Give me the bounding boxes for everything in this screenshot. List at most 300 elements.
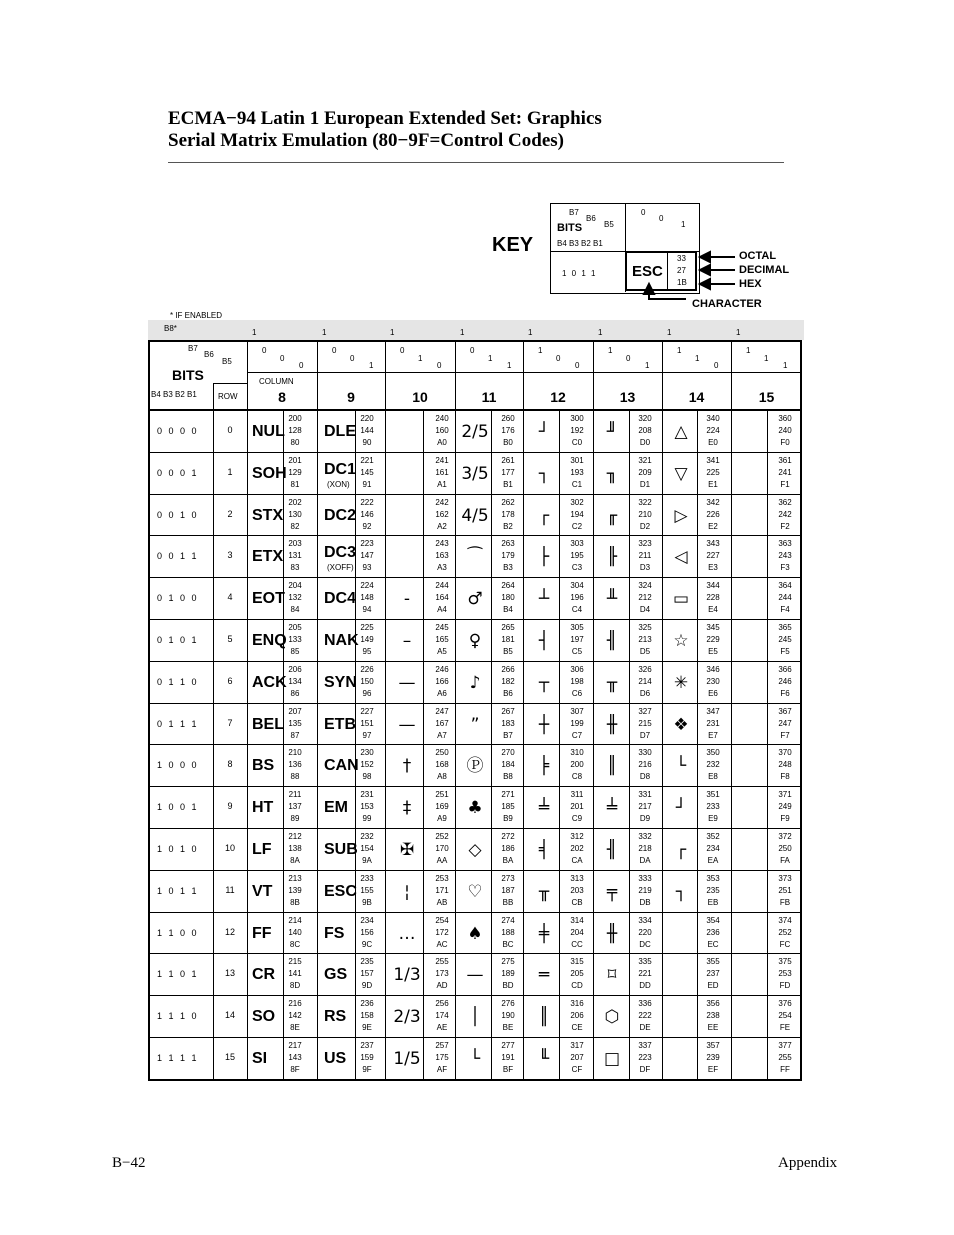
code-values (774, 413, 796, 449)
column-number: 9 (347, 389, 355, 405)
octal-code: 341 (706, 456, 720, 465)
key-box (550, 203, 700, 294)
hex-code: 91 (362, 480, 372, 489)
decimal-code: 220 (638, 928, 652, 937)
decimal-code: 194 (570, 510, 584, 519)
character-glyph: ╫ (606, 924, 618, 944)
character-glyph: — (466, 965, 484, 985)
code-values (566, 580, 588, 616)
decimal-code: 227 (706, 551, 720, 560)
decimal-code: 131 (288, 551, 302, 560)
column-bit-b5: 1 (369, 361, 374, 370)
octal-code: 214 (288, 916, 302, 925)
code-values (431, 497, 453, 533)
key-top-bit-b6: 0 (659, 214, 664, 223)
hex-code: E4 (708, 605, 718, 614)
octal-code: 315 (570, 957, 584, 966)
hex-code: FC (779, 940, 791, 949)
column-bit-b6: 1 (695, 354, 700, 363)
b8-value: 1 (528, 328, 533, 337)
code-values (497, 622, 519, 658)
hex-code: 8B (290, 898, 300, 907)
decimal-code: 217 (638, 802, 652, 811)
control-name: EM (324, 799, 348, 816)
code-values (431, 789, 453, 825)
code-values (497, 580, 519, 616)
character-glyph: ╫ (606, 715, 618, 735)
decimal-code: 157 (360, 969, 374, 978)
hex-code: 95 (362, 647, 372, 656)
decimal-code: 146 (360, 510, 374, 519)
hex-code: C7 (571, 731, 583, 740)
hex-code: A4 (437, 605, 447, 614)
octal-code: 267 (501, 707, 515, 716)
decimal-code: 248 (778, 760, 792, 769)
code-values (634, 1040, 656, 1076)
decimal-code: 216 (638, 760, 652, 769)
character-glyph: ✠ (399, 840, 415, 860)
octal-code: 246 (435, 665, 449, 674)
code-values (634, 789, 656, 825)
control-name: SO (252, 1008, 276, 1025)
hex-code: 86 (290, 689, 300, 698)
octal-code: 271 (501, 790, 515, 799)
decimal-code: 189 (501, 969, 515, 978)
hex-code: 9F (362, 1065, 372, 1074)
octal-code: 335 (638, 957, 652, 966)
decimal-code: 234 (706, 844, 720, 853)
character-glyph: ║ (538, 1007, 550, 1027)
row-bits: 1 1 0 0 (157, 928, 197, 938)
hex-code: 93 (362, 563, 372, 572)
decimal-code: 140 (288, 928, 302, 937)
octal-code: 300 (570, 414, 584, 423)
code-values (356, 413, 378, 449)
decimal-code: 134 (288, 677, 302, 686)
decimal-code: 137 (288, 802, 302, 811)
decimal-code: 138 (288, 844, 302, 853)
grid-line-v (629, 410, 630, 1081)
key-label-character: CHARACTER (692, 298, 762, 310)
control-name: VT (252, 883, 273, 900)
octal-code: 327 (638, 707, 652, 716)
row-bits: 1 0 1 0 (157, 844, 197, 854)
octal-code: 245 (435, 623, 449, 632)
octal-code: 217 (288, 1041, 302, 1050)
column-bit-b7: 1 (677, 346, 682, 355)
character-glyph: ‡ (402, 798, 412, 818)
octal-code: 244 (435, 581, 449, 590)
octal-code: 247 (435, 707, 449, 716)
grid-line-h (148, 494, 802, 495)
hex-code: F5 (780, 647, 790, 656)
code-values (356, 706, 378, 742)
code-values (566, 873, 588, 909)
column-bit-b5: 1 (507, 361, 512, 370)
hex-code: AA (436, 856, 448, 865)
octal-code: 317 (570, 1041, 584, 1050)
hex-code: 8C (289, 940, 301, 949)
hex-code: D1 (639, 480, 651, 489)
key-decimal: 27 (677, 266, 686, 275)
hex-code: E7 (708, 731, 718, 740)
code-values (356, 1040, 378, 1076)
decimal-code: 196 (570, 593, 584, 602)
decimal-code: 229 (706, 635, 720, 644)
hdr-b6: B6 (204, 350, 214, 359)
hex-code: C0 (571, 438, 583, 447)
decimal-code: 190 (501, 1011, 515, 1020)
hex-code: 9B (362, 898, 372, 907)
octal-code: 262 (501, 498, 515, 507)
hex-code: AD (436, 981, 448, 990)
hex-code: BB (502, 898, 514, 907)
b8-value: 1 (460, 328, 465, 337)
decimal-code: 224 (706, 426, 720, 435)
control-name: FS (324, 925, 345, 942)
row-bits: 1 0 0 1 (157, 802, 197, 812)
code-values (634, 831, 656, 867)
octal-code: 307 (570, 707, 584, 716)
octal-code: 306 (570, 665, 584, 674)
decimal-code: 152 (360, 760, 374, 769)
code-values (774, 789, 796, 825)
control-name: BEL (252, 716, 284, 733)
code-values (774, 497, 796, 533)
code-values (356, 580, 378, 616)
octal-code: 263 (501, 539, 515, 548)
grid-line-h (148, 995, 802, 996)
row-bits: 0 0 1 1 (157, 551, 197, 561)
hex-code: EF (707, 1065, 719, 1074)
octal-code: 350 (706, 748, 720, 757)
control-name: FF (252, 925, 272, 942)
hex-code: E6 (708, 689, 718, 698)
row-number: 13 (224, 968, 235, 978)
code-values (431, 831, 453, 867)
octal-code: 220 (360, 414, 374, 423)
code-values (284, 789, 306, 825)
hex-code: B8 (503, 772, 513, 781)
hex-code: CB (571, 898, 583, 907)
code-values (702, 538, 724, 574)
hex-code: EA (707, 856, 719, 865)
hex-code: E2 (708, 522, 718, 531)
hex-code: B1 (503, 480, 513, 489)
hex-code: BC (502, 940, 514, 949)
title-line-1: ECMA−94 Latin 1 European Extended Set: Graphics (168, 108, 602, 129)
decimal-code: 255 (778, 1053, 792, 1062)
code-values (634, 413, 656, 449)
octal-code: 330 (638, 748, 652, 757)
hex-code: 98 (362, 772, 372, 781)
decimal-code: 167 (435, 719, 449, 728)
decimal-code: 193 (570, 468, 584, 477)
decimal-code: 188 (501, 928, 515, 937)
octal-code: 316 (570, 999, 584, 1008)
hex-code: 87 (290, 731, 300, 740)
code-values (634, 622, 656, 658)
hex-code: B2 (503, 522, 513, 531)
hex-code: DA (639, 856, 651, 865)
octal-code: 320 (638, 414, 652, 423)
code-values (774, 998, 796, 1034)
character-glyph: ❖ (673, 715, 689, 735)
row-bits: 1 0 1 1 (157, 886, 197, 896)
hex-code: D4 (639, 605, 651, 614)
code-values (497, 706, 519, 742)
hex-code: AB (436, 898, 448, 907)
character-glyph: ⬡ (604, 1007, 620, 1027)
character-glyph: ╪ (538, 924, 550, 944)
hex-code: FE (779, 1023, 791, 1032)
code-values (702, 747, 724, 783)
grid-line-h (148, 661, 802, 662)
code-values (284, 831, 306, 867)
control-name: DC2 (324, 507, 357, 524)
character-glyph: ┬ (538, 673, 550, 693)
b8-value: 1 (667, 328, 672, 337)
code-values (566, 831, 588, 867)
decimal-code: 171 (435, 886, 449, 895)
hex-code: D9 (639, 814, 651, 823)
character-glyph: 2/5 (461, 422, 489, 442)
hex-code: 99 (362, 814, 372, 823)
character-glyph: ╧ (606, 798, 618, 818)
code-values (566, 789, 588, 825)
decimal-code: 253 (778, 969, 792, 978)
code-values (497, 497, 519, 533)
control-name: DC4 (324, 590, 357, 607)
octal-code: 213 (288, 874, 302, 883)
hex-code: 94 (362, 605, 372, 614)
code-values (431, 747, 453, 783)
octal-code: 313 (570, 874, 584, 883)
code-values (634, 455, 656, 491)
decimal-code: 208 (638, 426, 652, 435)
control-name: LF (252, 841, 272, 858)
code-values (284, 455, 306, 491)
hex-code: CC (571, 940, 583, 949)
octal-code: 342 (706, 498, 720, 507)
code-values (356, 915, 378, 951)
octal-code: 251 (435, 790, 449, 799)
control-name: RS (324, 1008, 347, 1025)
octal-code: 367 (778, 707, 792, 716)
code-values (356, 747, 378, 783)
code-values (356, 455, 378, 491)
hex-code: 8D (289, 981, 301, 990)
character-glyph: — (398, 715, 416, 735)
octal-code: 363 (778, 539, 792, 548)
octal-code: 311 (570, 790, 584, 799)
key-top-bit-b7: 0 (641, 208, 646, 217)
code-values (774, 538, 796, 574)
octal-code: 274 (501, 916, 515, 925)
hex-code: F7 (780, 731, 790, 740)
code-values (702, 873, 724, 909)
character-glyph: ╡ (538, 840, 550, 860)
control-name: ESC (324, 883, 357, 900)
row-number: 0 (227, 425, 233, 435)
code-values (431, 455, 453, 491)
octal-code: 202 (288, 498, 302, 507)
column-bit-b7: 0 (470, 346, 475, 355)
code-values (702, 998, 724, 1034)
octal-code: 250 (435, 748, 449, 757)
hex-code: A5 (437, 647, 447, 656)
hex-code: A0 (437, 438, 447, 447)
key-b5: B5 (604, 220, 614, 229)
control-name: NAK (324, 632, 359, 649)
character-glyph: ⌑ (607, 965, 617, 985)
hex-code: A8 (437, 772, 447, 781)
hex-code: A1 (437, 480, 447, 489)
decimal-code: 139 (288, 886, 302, 895)
code-values (774, 580, 796, 616)
character-glyph: ┐ (675, 882, 687, 902)
hex-code: B5 (503, 647, 513, 656)
hex-code: 97 (362, 731, 372, 740)
decimal-code: 238 (706, 1011, 720, 1020)
row-bits: 0 1 1 1 (157, 719, 197, 729)
control-name: NUL (252, 423, 285, 440)
decimal-code: 168 (435, 760, 449, 769)
hex-code: F0 (780, 438, 790, 447)
octal-code: 235 (360, 957, 374, 966)
code-values (702, 580, 724, 616)
hex-code: C3 (571, 563, 583, 572)
row-bits: 0 0 1 0 (157, 510, 197, 520)
code-values (497, 998, 519, 1034)
b8-label: B8* (164, 324, 177, 333)
column-number: 14 (688, 389, 705, 405)
grid-line-h (148, 703, 802, 704)
octal-code: 365 (778, 623, 792, 632)
octal-code: 364 (778, 581, 792, 590)
octal-code: 276 (501, 999, 515, 1008)
code-values (774, 831, 796, 867)
character-glyph: ║ (606, 756, 618, 776)
octal-code: 241 (435, 456, 449, 465)
character-glyph: ┘ (538, 422, 550, 442)
octal-code: 353 (706, 874, 720, 883)
decimal-code: 247 (778, 719, 792, 728)
key-char: ESC (632, 263, 663, 280)
grid-line-h (148, 870, 802, 871)
code-values (284, 497, 306, 533)
decimal-code: 205 (570, 969, 584, 978)
octal-code: 227 (360, 707, 374, 716)
octal-code: 223 (360, 539, 374, 548)
column-number: 8 (278, 389, 286, 405)
hdr-column: COLUMN (259, 377, 294, 386)
octal-code: 212 (288, 832, 302, 841)
control-name: ENQ (252, 632, 287, 649)
hex-code: D5 (639, 647, 651, 656)
octal-code: 207 (288, 707, 302, 716)
code-values (774, 455, 796, 491)
decimal-code: 245 (778, 635, 792, 644)
decimal-code: 213 (638, 635, 652, 644)
decimal-code: 164 (435, 593, 449, 602)
code-values (356, 998, 378, 1034)
hex-code: A6 (437, 689, 447, 698)
decimal-code: 215 (638, 719, 652, 728)
grid-line-h (213, 383, 247, 384)
row-bits: 0 0 0 0 (157, 426, 197, 436)
code-values (284, 413, 306, 449)
hex-code: D0 (639, 438, 651, 447)
code-values (774, 622, 796, 658)
octal-code: 302 (570, 498, 584, 507)
octal-code: 303 (570, 539, 584, 548)
code-values (634, 706, 656, 742)
column-bit-b7: 1 (746, 346, 751, 355)
character-glyph: ┐ (538, 464, 550, 484)
code-values (356, 873, 378, 909)
row-bits: 1 1 0 1 (157, 969, 197, 979)
decimal-code: 143 (288, 1053, 302, 1062)
hex-code: C8 (571, 772, 583, 781)
grid-line-h (148, 828, 802, 829)
decimal-code: 192 (570, 426, 584, 435)
column-bit-b5: 0 (714, 361, 719, 370)
octal-code: 222 (360, 498, 374, 507)
decimal-code: 178 (501, 510, 515, 519)
character-glyph: ⁀ (468, 547, 482, 567)
grid-line-h (148, 577, 802, 578)
hex-code: D6 (639, 689, 651, 698)
octal-code: 256 (435, 999, 449, 1008)
decimal-code: 244 (778, 593, 792, 602)
code-values (634, 538, 656, 574)
character-glyph: ▷ (674, 506, 688, 526)
hex-code: FB (779, 898, 791, 907)
hdr-b4b1: B4 B3 B2 B1 (151, 390, 197, 399)
octal-code: 377 (778, 1041, 792, 1050)
octal-code: 324 (638, 581, 652, 590)
character-glyph: ╟ (606, 547, 618, 567)
hex-code: CF (571, 1065, 583, 1074)
hdr-b7: B7 (188, 344, 198, 353)
hex-code: CD (571, 981, 583, 990)
octal-code: 257 (435, 1041, 449, 1050)
octal-code: 230 (360, 748, 374, 757)
character-glyph: ┌ (675, 840, 687, 860)
decimal-code: 147 (360, 551, 374, 560)
hex-code: 9A (362, 856, 372, 865)
decimal-code: 243 (778, 551, 792, 560)
code-values (497, 538, 519, 574)
code-values (774, 915, 796, 951)
octal-code: 310 (570, 748, 584, 757)
column-bit-b6: 1 (418, 354, 423, 363)
character-glyph: ┌ (538, 506, 550, 526)
hex-code: A3 (437, 563, 447, 572)
hex-code: FD (779, 981, 791, 990)
octal-code: 347 (706, 707, 720, 716)
octal-code: 373 (778, 874, 792, 883)
octal-code: 211 (288, 790, 302, 799)
character-glyph: 1/5 (393, 1049, 421, 1069)
code-values (284, 538, 306, 574)
octal-code: 346 (706, 665, 720, 674)
decimal-code: 222 (638, 1011, 652, 1020)
code-values (634, 998, 656, 1034)
hex-code: 96 (362, 689, 372, 698)
octal-code: 273 (501, 874, 515, 883)
